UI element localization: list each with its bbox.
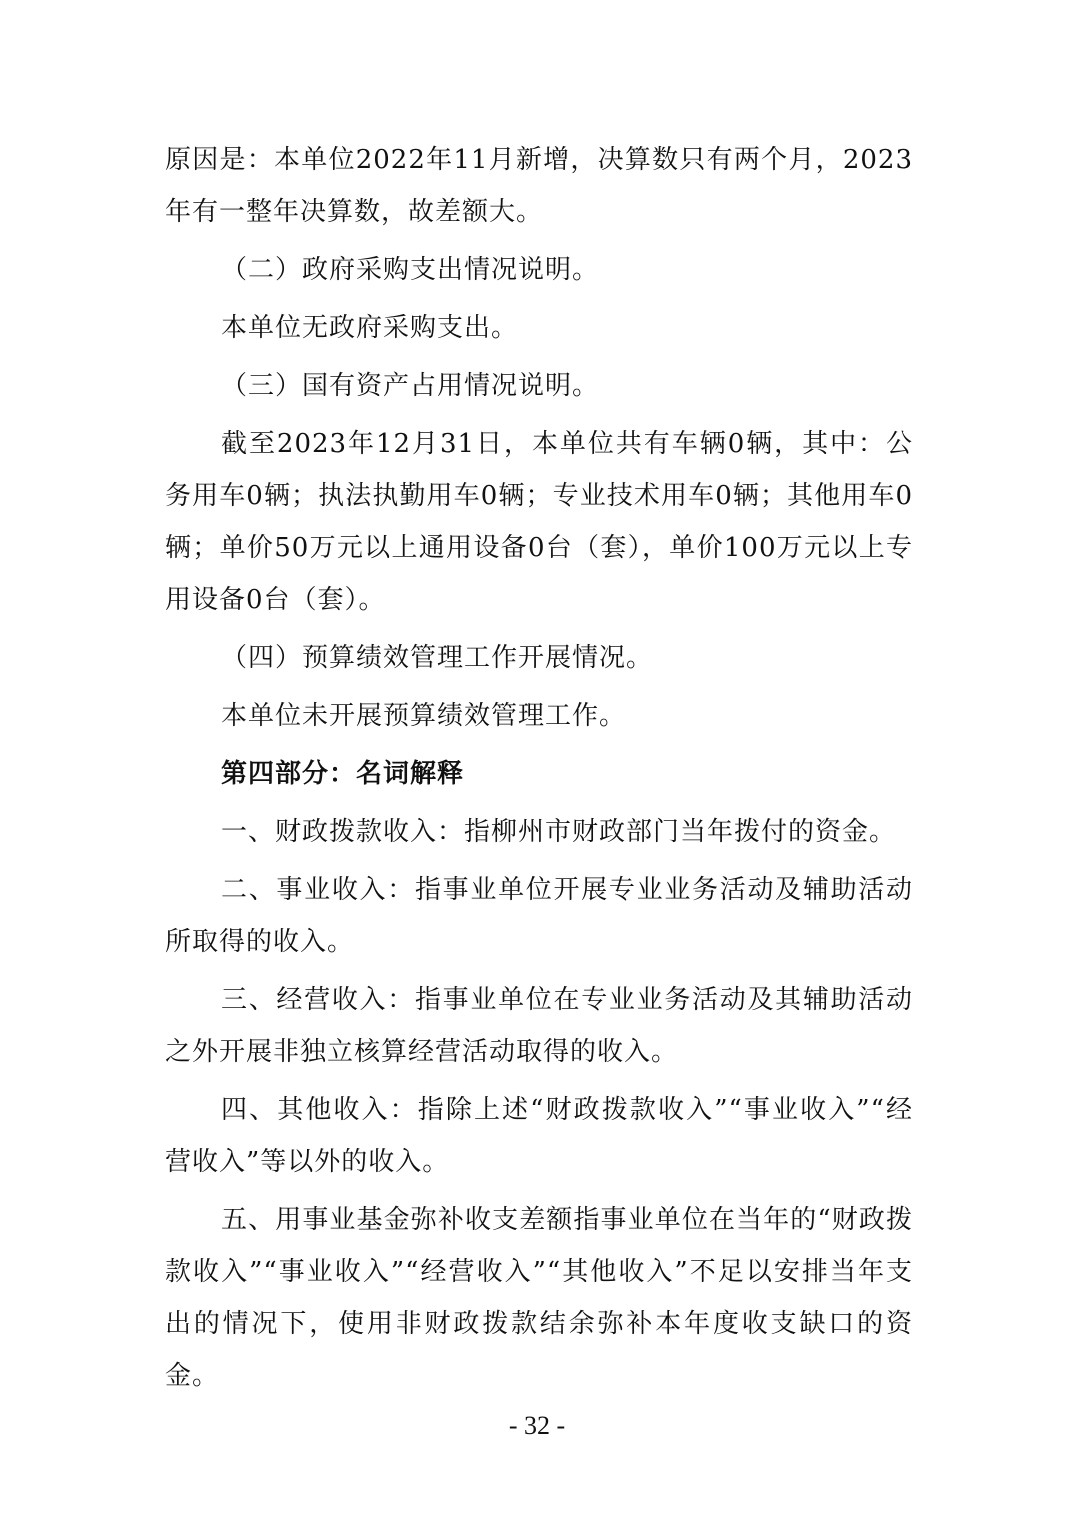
paragraph-state-assets: 截至2023年12月31日，本单位共有车辆0辆，其中：公务用车0辆；执法执勤用车0辆；专业技术用车0辆；其他用车0辆；单价50万元以上通用设备0台（套），单价100万元以上专用设备0台（套）。 [165, 429, 913, 615]
glossary-item-operating-income: 三、经营收入：指事业单位在专业业务活动及其辅助活动之外开展非独立核算经营活动取得的收入。 [165, 985, 913, 1067]
section-heading-government-procurement: （二）政府采购支出情况说明。 [221, 255, 600, 285]
glossary-item-business-income: 二、事业收入：指事业单位开展专业业务活动及辅助活动所取得的收入。 [165, 875, 913, 957]
part-heading-glossary: 第四部分：名词解释 [221, 759, 465, 789]
section-heading-performance-management: （四）预算绩效管理工作开展情况。 [221, 643, 654, 673]
section-heading-state-assets: （三）国有资产占用情况说明。 [221, 371, 600, 401]
paragraph-reason: 原因是：本单位2022年11月新增，决算数只有两个月，2023年有一整年决算数，故差额大。 [165, 145, 913, 227]
document-body [165, 134, 913, 1402]
paragraph-government-procurement: 本单位无政府采购支出。 [221, 313, 519, 343]
paragraph-performance-management: 本单位未开展预算绩效管理工作。 [221, 701, 627, 731]
page-number: - 32 - [508, 1411, 566, 1440]
glossary-item-business-fund-supplement: 五、用事业基金弥补收支差额指事业单位在当年的“财政拨款收入”“事业收入”“经营收入”“其他收入”不足以安排当年支出的情况下，使用非财政拨款结余弥补本年度收支缺口的资金。 [165, 1205, 913, 1391]
glossary-item-other-income: 四、其他收入：指除上述“财政拨款收入”“事业收入”“经营收入”等以外的收入。 [165, 1095, 913, 1177]
glossary-item-fiscal-appropriation: 一、财政拨款收入：指柳州市财政部门当年拨付的资金。 [221, 817, 897, 847]
